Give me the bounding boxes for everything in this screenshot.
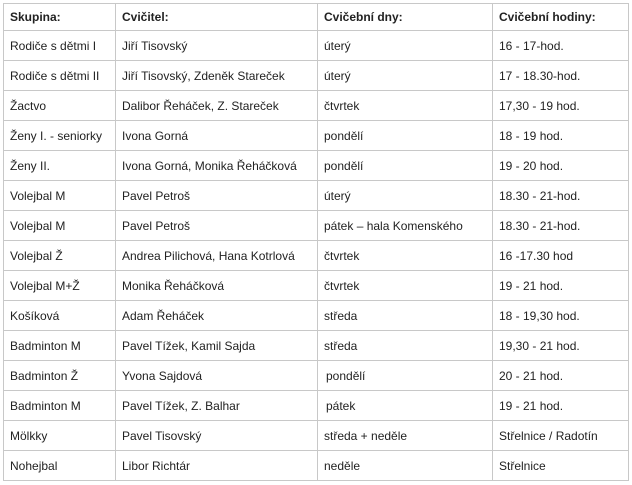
header-group: Skupina: xyxy=(4,4,116,31)
cell-trainer: Adam Řeháček xyxy=(116,301,318,331)
cell-days: úterý xyxy=(318,181,493,211)
cell-hours: 16 -17.30 hod xyxy=(493,241,629,271)
cell-days: středa xyxy=(318,331,493,361)
table-row xyxy=(4,331,629,361)
header-trainer: Cvičitel: xyxy=(116,4,318,31)
cell-group: Košíková xyxy=(4,301,116,331)
cell-days: středa + neděle xyxy=(318,421,493,451)
table-row xyxy=(4,271,629,301)
cell-trainer: Libor Richtár xyxy=(116,451,318,481)
cell-group: Badminton M xyxy=(4,391,116,421)
cell-group: Ženy II. xyxy=(4,151,116,181)
header-hours: Cvičební hodiny: xyxy=(493,4,629,31)
table-row xyxy=(4,211,629,241)
table-row xyxy=(4,361,629,391)
table-row xyxy=(4,31,629,61)
table-row xyxy=(4,151,629,181)
table-row xyxy=(4,61,629,91)
cell-trainer: Pavel Tížek, Z. Balhar xyxy=(116,391,318,421)
cell-hours: 18.30 - 21-hod. xyxy=(493,211,629,241)
cell-hours: 19 - 21 hod. xyxy=(493,391,629,421)
cell-hours: 17,30 - 19 hod. xyxy=(493,91,629,121)
cell-days: pátek xyxy=(318,391,493,421)
cell-hours: 16 - 17-hod. xyxy=(493,31,629,61)
cell-group: Volejbal Ž xyxy=(4,241,116,271)
cell-group: Žactvo xyxy=(4,91,116,121)
table-row xyxy=(4,301,629,331)
table-row xyxy=(4,91,629,121)
cell-group: Badminton M xyxy=(4,331,116,361)
cell-trainer: Andrea Pilichová, Hana Kotrlová xyxy=(116,241,318,271)
cell-group: Rodiče s dětmi II xyxy=(4,61,116,91)
cell-trainer: Jiří Tisovský, Zdeněk Stareček xyxy=(116,61,318,91)
cell-hours: 19,30 - 21 hod. xyxy=(493,331,629,361)
cell-trainer: Pavel Petroš xyxy=(116,181,318,211)
cell-trainer: Jiří Tisovský xyxy=(116,31,318,61)
cell-group: Ženy I. - seniorky xyxy=(4,121,116,151)
cell-days: pátek – hala Komenského xyxy=(318,211,493,241)
table-row xyxy=(4,121,629,151)
cell-trainer: Pavel Petroš xyxy=(116,211,318,241)
cell-days: čtvrtek xyxy=(318,271,493,301)
cell-group: Volejbal M xyxy=(4,181,116,211)
cell-trainer: Dalibor Řeháček, Z. Stareček xyxy=(116,91,318,121)
header-row xyxy=(4,4,629,31)
cell-days: pondělí xyxy=(318,361,493,391)
cell-trainer: Pavel Tížek, Kamil Sajda xyxy=(116,331,318,361)
cell-trainer: Ivona Gorná xyxy=(116,121,318,151)
table-row xyxy=(4,421,629,451)
cell-hours: 19 - 21 hod. xyxy=(493,271,629,301)
cell-days: neděle xyxy=(318,451,493,481)
cell-hours: 19 - 20 hod. xyxy=(493,151,629,181)
cell-group: Mölkky xyxy=(4,421,116,451)
cell-days: pondělí xyxy=(318,151,493,181)
header-days: Cvičební dny: xyxy=(318,4,493,31)
cell-days: pondělí xyxy=(318,121,493,151)
schedule-table xyxy=(3,3,629,481)
cell-hours: 18 - 19,30 hod. xyxy=(493,301,629,331)
table-row xyxy=(4,451,629,481)
table-row xyxy=(4,391,629,421)
table-row xyxy=(4,241,629,271)
cell-group: Badminton Ž xyxy=(4,361,116,391)
cell-hours: Střelnice xyxy=(493,451,629,481)
cell-days: středa xyxy=(318,301,493,331)
cell-days: čtvrtek xyxy=(318,241,493,271)
cell-group: Volejbal M+Ž xyxy=(4,271,116,301)
cell-hours: 20 - 21 hod. xyxy=(493,361,629,391)
cell-trainer: Ivona Gorná, Monika Řeháčková xyxy=(116,151,318,181)
cell-days: čtvrtek xyxy=(318,91,493,121)
table-row xyxy=(4,181,629,211)
cell-hours: Střelnice / Radotín xyxy=(493,421,629,451)
cell-hours: 18 - 19 hod. xyxy=(493,121,629,151)
cell-group: Volejbal M xyxy=(4,211,116,241)
cell-trainer: Pavel Tisovský xyxy=(116,421,318,451)
schedule-container xyxy=(3,3,629,481)
cell-trainer: Monika Řeháčková xyxy=(116,271,318,301)
cell-hours: 18.30 - 21-hod. xyxy=(493,181,629,211)
cell-days: úterý xyxy=(318,31,493,61)
cell-group: Rodiče s dětmi I xyxy=(4,31,116,61)
cell-hours: 17 - 18.30-hod. xyxy=(493,61,629,91)
cell-trainer: Yvona Sajdová xyxy=(116,361,318,391)
cell-days: úterý xyxy=(318,61,493,91)
cell-group: Nohejbal xyxy=(4,451,116,481)
